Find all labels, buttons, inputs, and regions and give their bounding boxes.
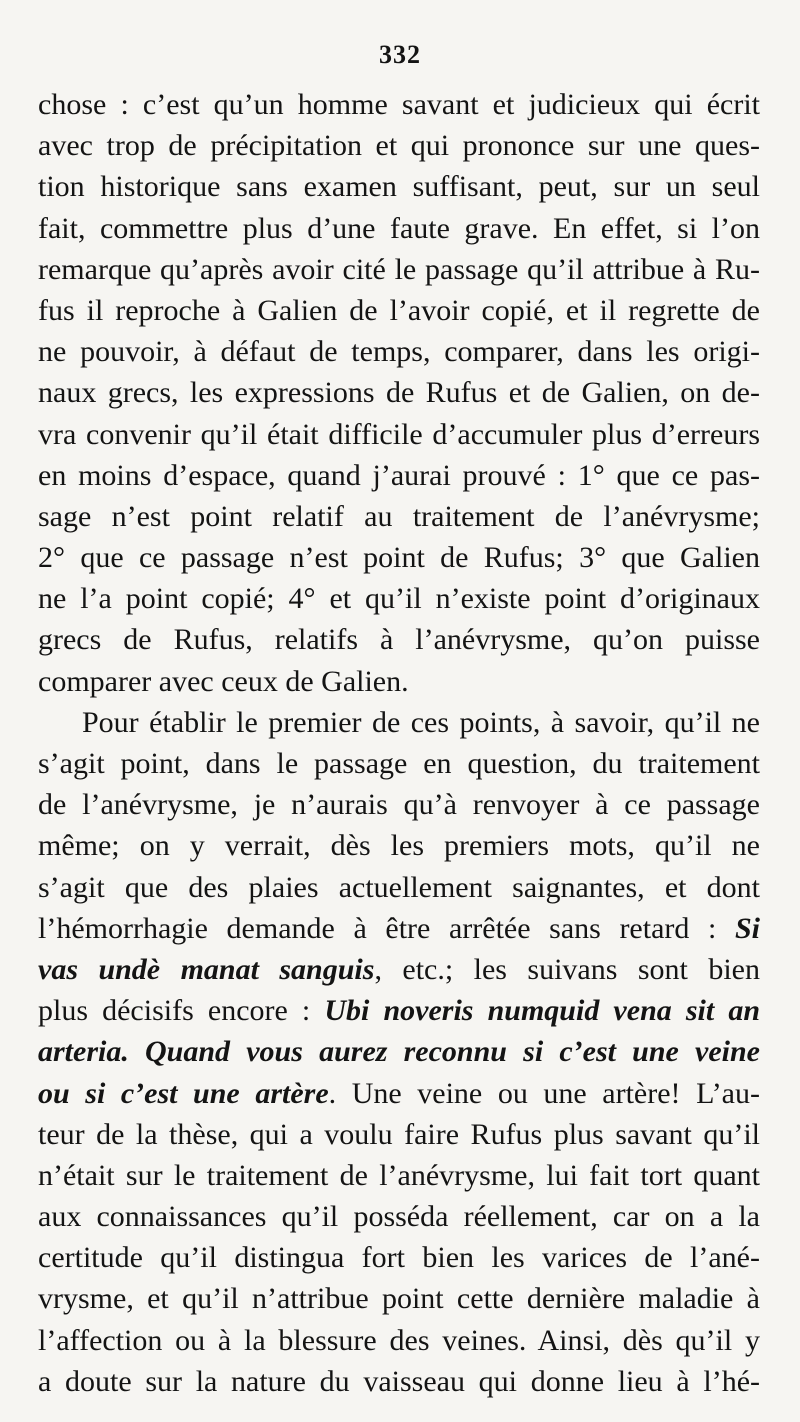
italic-latin-text: vas undè manat sanguis [38,952,375,986]
text-line [38,1237,760,1278]
text-line [38,414,760,455]
text-segment: . Une veine ou une artère! L’au- [328,1076,760,1110]
text-segment: naux grecs, les expressions de Rufus et de Galien, on de- [38,376,760,410]
text-line [38,208,760,249]
text-segment: en moins d’espace, quand j’aurai prouvé : 1° que ce pas- [38,458,760,492]
text-line [38,1031,760,1072]
text-line [38,249,760,290]
text-segment: tion historique sans examen suffisant, peut, sur un seul [38,170,760,204]
text-segment: plus décisifs encore : [38,994,325,1028]
text-segment: remarque qu’après avoir cité le passage qu’il attribue à Ru- [38,252,760,286]
text-segment: comparer avec ceux de Galien. [38,664,409,698]
italic-latin-text: Si [734,911,760,945]
text-line [38,578,760,619]
text-segment: l’hémorrhagie demande à être arrêtée sans retard : [38,911,735,945]
text-segment: même; on y verrait, dès les premiers mots, qu’il ne [38,829,760,863]
text-line [38,331,760,372]
text-segment: vrysme, et qu’il n’attribue point cette dernière maladie à [38,1282,760,1316]
text-line [38,619,760,660]
text-line [38,496,760,537]
text-line [38,1320,760,1361]
italic-latin-text: arteria. Quand vous aurez reconnu si c’est une veine [38,1035,760,1069]
text-segment: sage n’est point relatif au traitement de l’anévrysme; [38,499,760,533]
text-segment: fait, commettre plus d’une faute grave. En effet, si l’on [38,211,760,245]
text-line [38,372,760,413]
page-number: 332 [379,40,421,69]
text-segment: teur de la thèse, qui a voulu faire Rufus plus savant qu’il [38,1117,760,1151]
body-text [38,84,760,1402]
text-segment: vra convenir qu’il était difficile d’accumuler plus d’erreurs [38,417,760,451]
italic-latin-text: Ubi noveris numquid vena sit an [324,994,760,1028]
text-segment: s’agit que des plaies actuellement saignantes, et dont [38,870,760,904]
text-segment: l’affection ou à la blessure des veines. Ainsi, dès qu’il y [38,1323,760,1357]
text-line [38,1114,760,1155]
text-segment: de l’anévrysme, je n’aurais qu’à renvoyer à ce passage [38,788,760,822]
text-line [38,455,760,496]
text-segment: 2° que ce passage n’est point de Rufus; 3° que Galien [38,541,760,575]
text-segment: avec trop de précipitation et qui prononce sur une ques- [38,129,760,163]
text-segment: Pour établir le premier de ces points, à savoir, qu’il ne [82,705,760,739]
text-line [38,825,760,866]
text-segment: fus il reproche à Galien de l’avoir copié, et il regrette de [38,293,760,327]
text-line [38,290,760,331]
text-line [38,1196,760,1237]
text-segment: a doute sur la nature du vaisseau qui donne lieu à l’hé- [38,1364,760,1398]
text-line [38,908,760,949]
text-line [38,867,760,908]
text-line [38,125,760,166]
text-line [38,166,760,207]
text-segment: aux connaissances qu’il posséda réellement, car on a la [38,1200,760,1234]
text-segment: chose : c’est qu’un homme savant et judicieux qui écrit [38,88,760,121]
text-line [38,84,760,125]
text-line [38,784,760,825]
text-segment: certitude qu’il distingua fort bien les varices de l’ané- [38,1241,760,1275]
text-segment: grecs de Rufus, relatifs à l’anévrysme, qu’on puisse [38,623,760,657]
text-segment: n’était sur le traitement de l’anévrysme, lui fait tort quant [38,1158,760,1192]
text-line [38,1155,760,1196]
text-line [38,537,760,578]
text-line [38,949,760,990]
text-segment: ne pouvoir, à défaut de temps, comparer, dans les origi- [38,335,760,369]
text-line [38,702,760,743]
italic-latin-text: ou si c’est une artère [38,1076,329,1110]
text-line [38,990,760,1031]
text-segment: ne l’a point copié; 4° et qu’il n’existe point d’originaux [38,582,760,616]
text-line [38,1073,760,1114]
text-line [38,661,760,702]
text-line [38,1278,760,1319]
text-line [38,743,760,784]
text-segment: , etc.; les suivans sont bien [374,952,760,986]
text-line [38,1361,760,1402]
text-segment: s’agit point, dans le passage en question, du traitement [38,747,760,780]
